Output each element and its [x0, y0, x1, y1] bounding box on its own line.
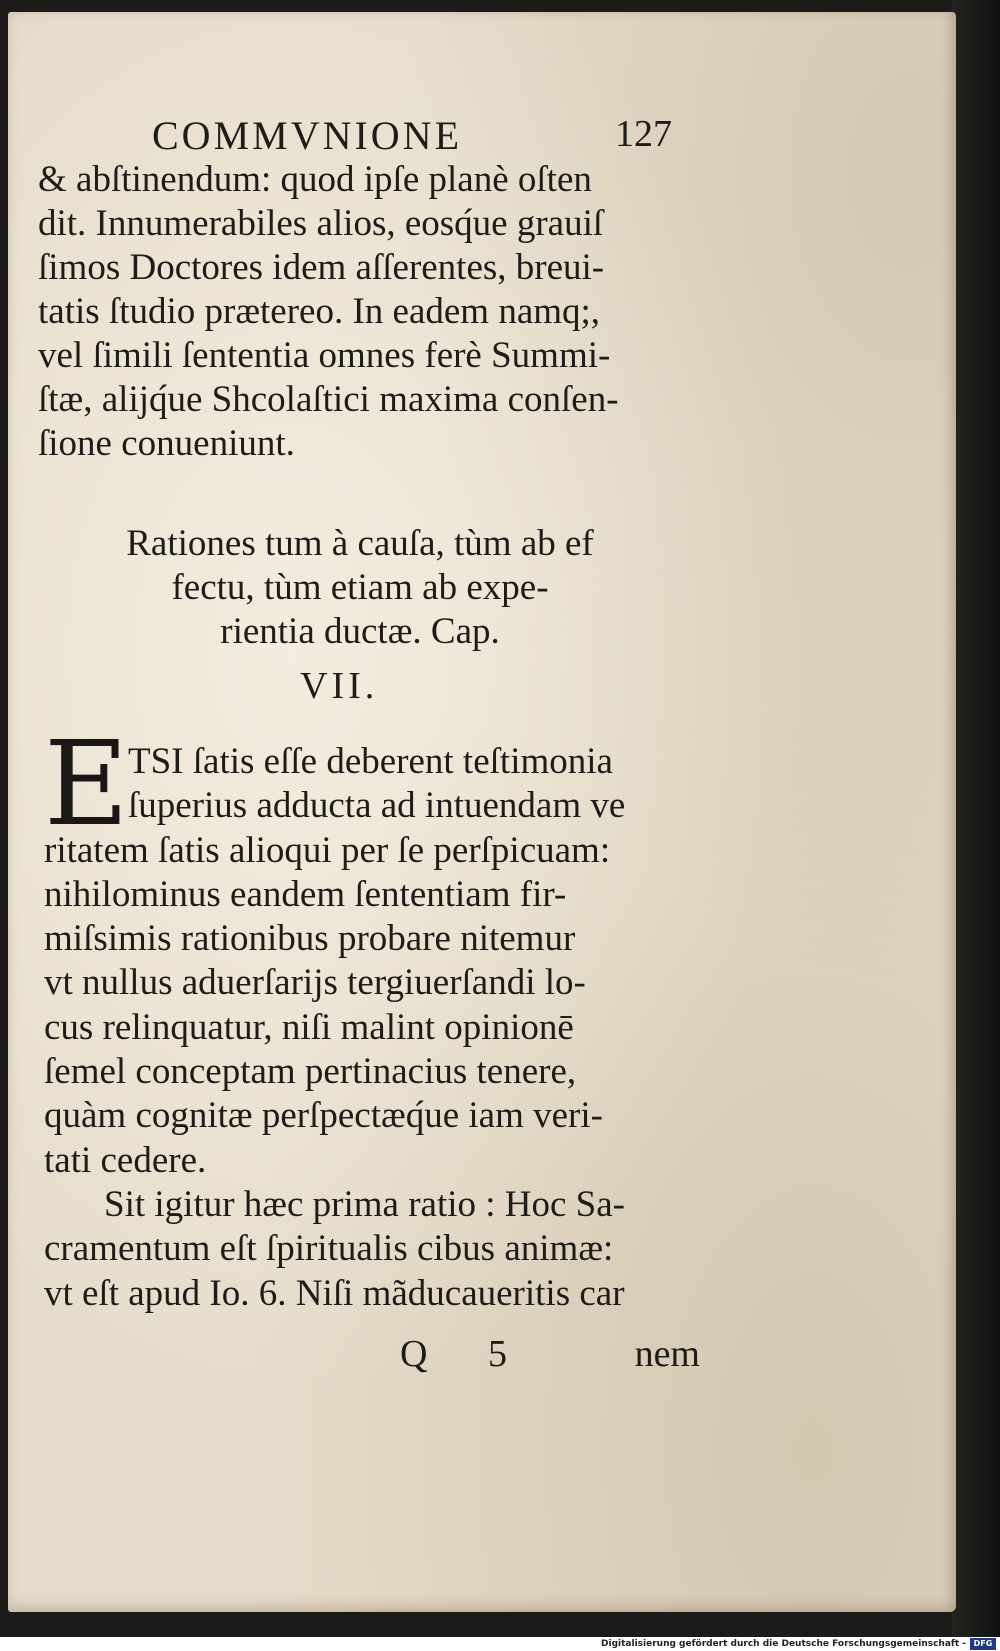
text-line: nihilominus eandem ſententiam fir-: [44, 873, 567, 915]
top-paragraph: [38, 158, 678, 466]
text-line: ſuperius adducta ad intuendam ve: [128, 785, 626, 827]
text-line: vel ſimili ſententia omnes ferè Summi-: [38, 335, 611, 376]
chapter-number: VII.: [300, 665, 379, 707]
heading-line: Rationes tum à cauſa, tùm ab ef: [126, 523, 594, 564]
text-line: miſsimis rationibus probare nitemur: [44, 918, 576, 960]
heading-line: fectu, tùm etiam ab expe-: [171, 567, 549, 608]
heading-line: rientia ductæ. Cap.: [220, 611, 500, 652]
text-line: ſione conueniunt.: [38, 423, 295, 464]
text-line: & abſtinendum: quod ipſe planè oſten: [38, 159, 592, 200]
text-line: quàm cognitæ perſpectæq́ue iam veri-: [44, 1095, 603, 1137]
chapter-heading: [60, 522, 660, 654]
binding-edge: [952, 0, 1000, 1651]
text-line: cramentum eſt ſpiritualis cibus animæ:: [44, 1228, 614, 1270]
page-number: 127: [615, 113, 672, 155]
text-line: ritatem ſatis alioqui per ſe perſpicuam:: [44, 829, 611, 871]
signature-number: 5: [488, 1333, 507, 1375]
running-title: COMMVNIONE: [152, 113, 462, 158]
text-line: ſemel conceptam pertinacius tenere,: [44, 1051, 577, 1093]
signature-mark: Q: [400, 1333, 428, 1375]
text-line: Sit igitur hæc prima ratio : Hoc Sa-: [104, 1183, 625, 1225]
text-line: vt eſt apud Io. 6. Niſi mãducaueritis car: [44, 1272, 625, 1314]
page-header: [152, 112, 672, 156]
catchword: nem: [634, 1333, 700, 1375]
text-line: tatis ſtudio prætereo. In eadem namq;,: [38, 291, 601, 332]
text-line: TSI ſatis eſſe deberent teſtimonia: [128, 741, 613, 782]
text-line: ſtæ, alijq́ue Shcolaſtici maxima conſen-: [38, 379, 619, 420]
text-line: dit. Innumerabiles alios, eosq́ue grauiſ: [38, 203, 604, 244]
text-line: cus relinquatur, niſi malint opinionē: [44, 1006, 574, 1048]
dfg-logo-icon: DFG: [970, 1638, 996, 1650]
text-line: vt nullus aduerſarijs tergiuerſandi lo-: [44, 962, 586, 1004]
text-line: ſimos Doctores idem aſſerentes, breui-: [38, 247, 605, 288]
digitization-note: Digitalisierung gefördert durch die Deutsche Forschungsgemeinschaft -: [601, 1639, 966, 1649]
drop-cap-initial: E: [44, 717, 129, 852]
section-body: [44, 740, 684, 1316]
digitization-footer: [0, 1637, 1000, 1651]
text-line: tati cedere.: [44, 1139, 207, 1181]
